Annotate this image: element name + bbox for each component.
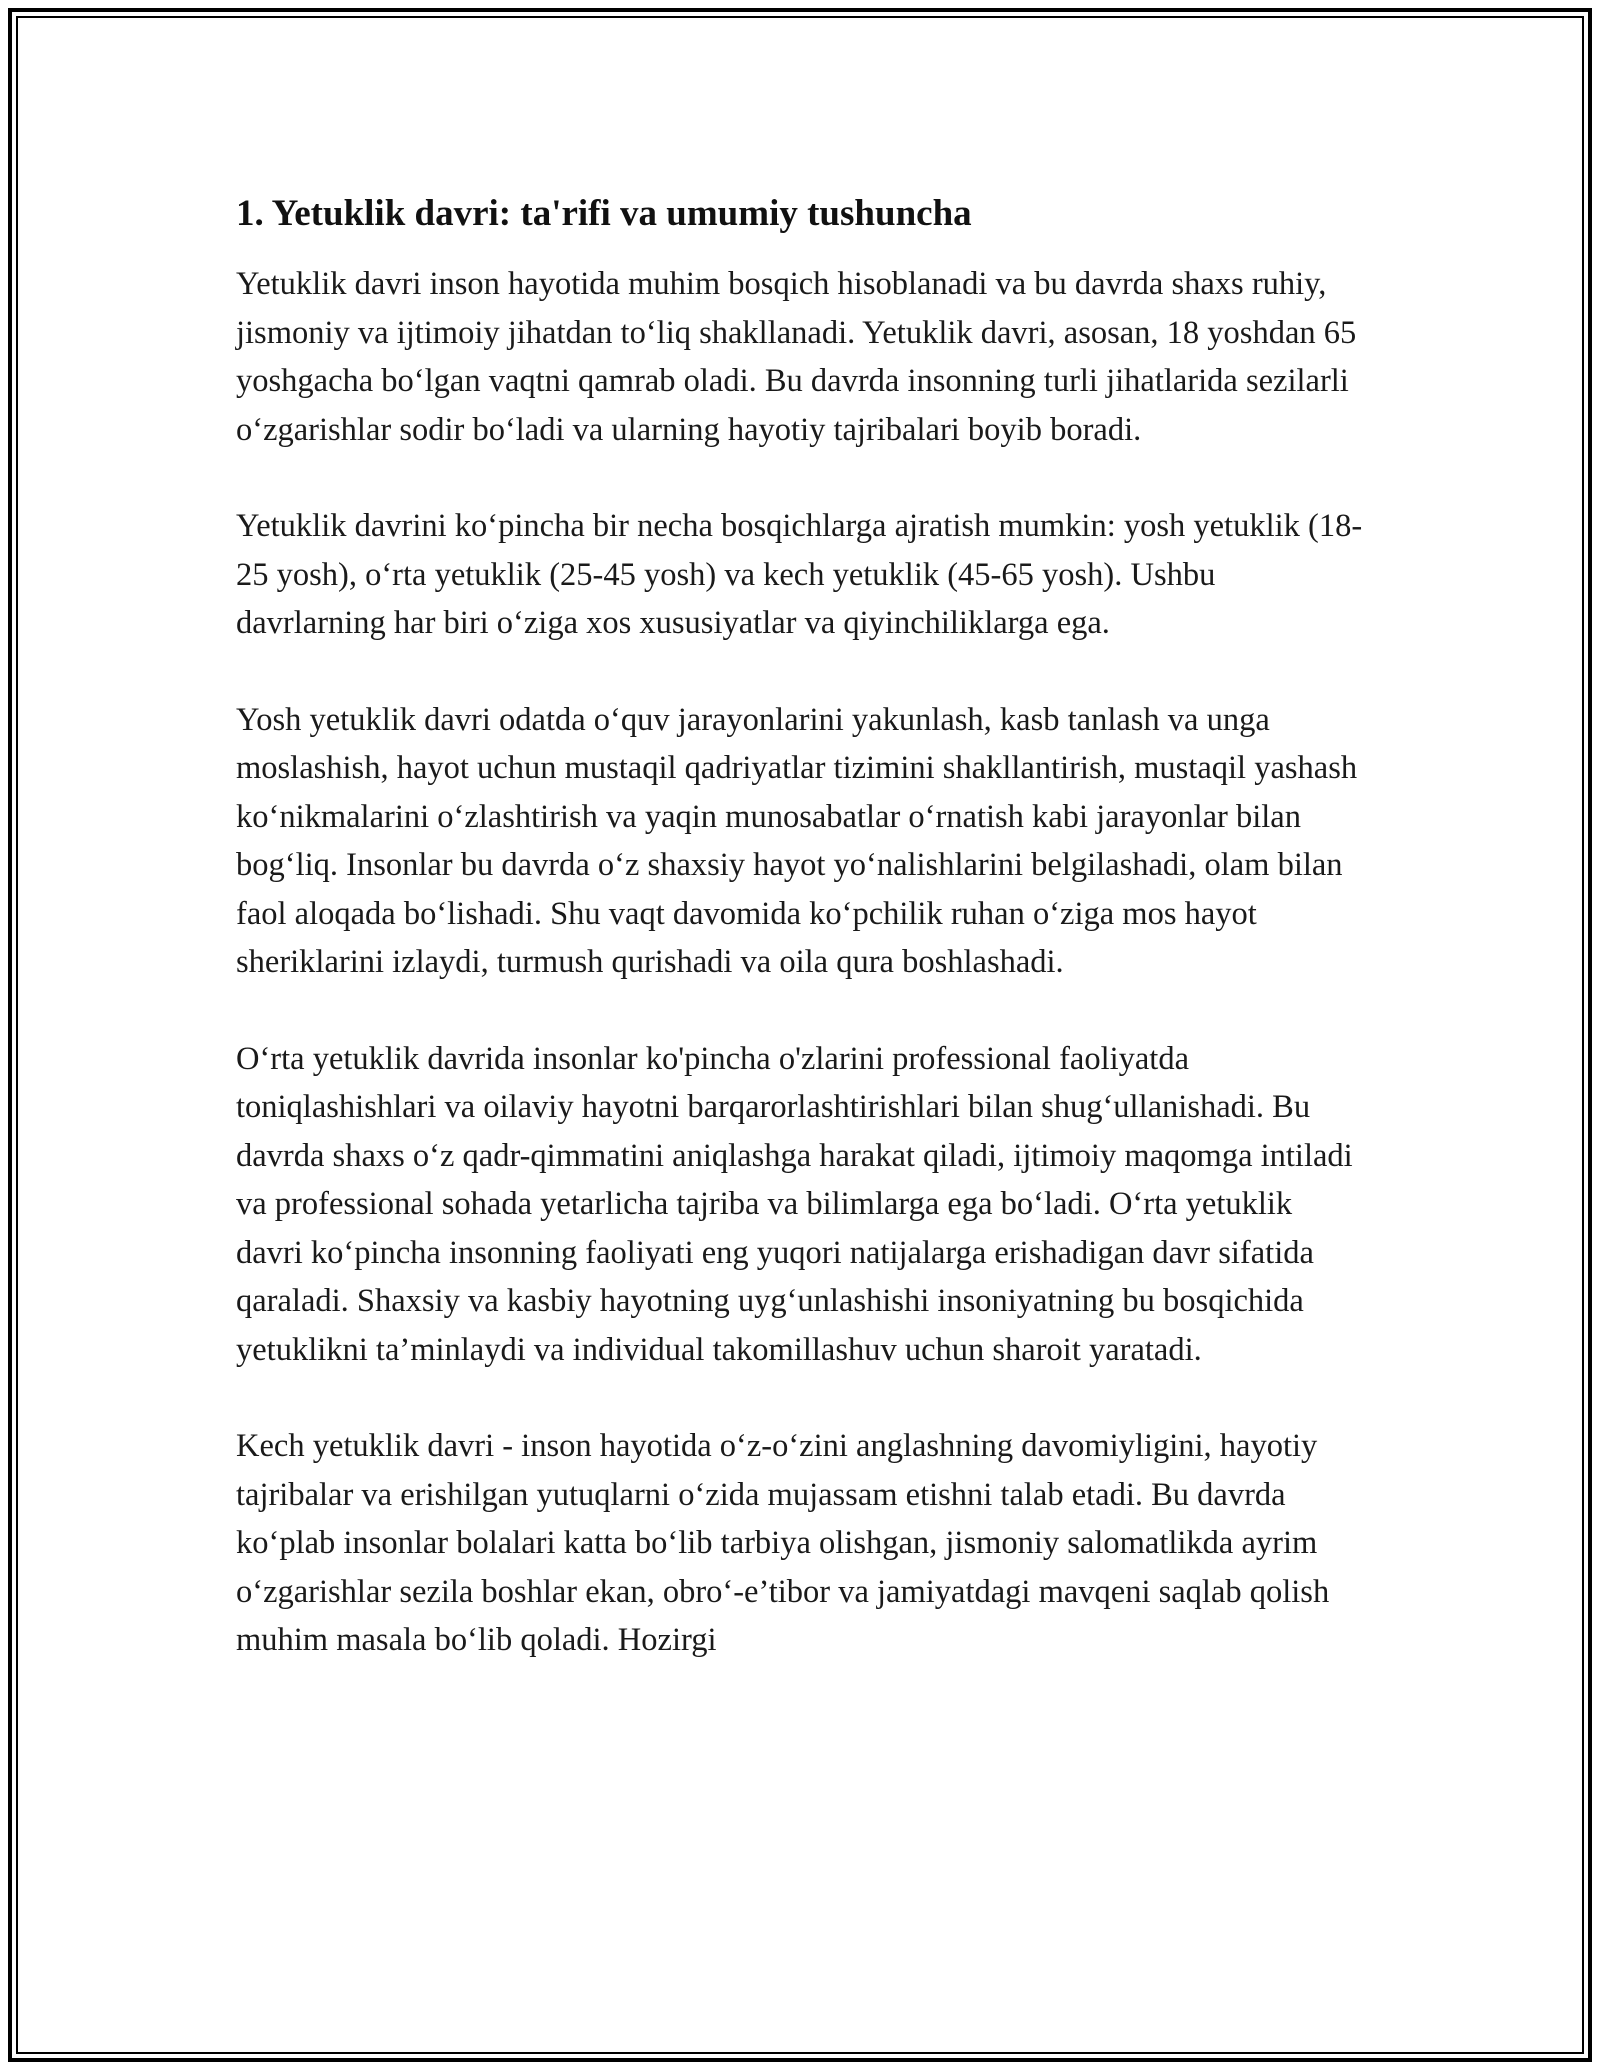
paragraph-early-adulthood: Yosh yetuklik davri odatda o‘quv jarayonlarini yakunlash, kasb tanlash va unga moslashish, hayot uchun mustaqil qadriyatlar tizimini shakllantirish, mustaqil yashash ko‘nikmalarini o‘zlashtirish va yaqin munosabatlar o‘rnatish kabi jarayonlar bilan bog‘liq. Insonlar bu davrda o‘z shaxsiy hayot yo‘nalishlarini belgilashadi, olam bilan faol aloqada bo‘lishadi. Shu vaqt davomida ko‘pchilik ruhan o‘ziga mos hayot sheriklarini izlaydi, turmush qurishadi va oila qura boshlashadi. <box>236 701 1358 980</box>
document-body <box>236 186 1366 1713</box>
paragraph-late-adulthood: Kech yetuklik davri - inson hayotida o‘z-o‘zini anglashning davomiyligini, hayotiy tajribalar va erishilgan yutuqlarni o‘zida mujassam etishni talab etadi. Bu davrda ko‘plab insonlar bolalari katta bo‘lib tarbiya olishgan, jismoniy salomatlikda ayrim o‘zgarishlar sezila boshlar ekan, obro‘-e’tibor va jamiyatdagi mavqeni saqlab qolish muhim masala bo‘lib qoladi. Hozirgi <box>236 1428 1330 1658</box>
paragraph-middle-adulthood: O‘rta yetuklik davrida insonlar ko'pincha o'zlarini professional faoliyatda toniqlashishlari va oilaviy hayotni barqarorlashtirishlari bilan shug‘ullanishadi. Bu davrda shaxs o‘z qadr-qimmatini aniqlashga harakat qiladi, ijtimoiy maqomga intiladi va professional sohada yetarlicha tajriba va bilimlarga ega bo‘ladi. O‘rta yetuklik davri ko‘pincha insonning faoliyati eng yuqori natijalarga erishadigan davr sifatida qaraladi. Shaxsiy va kasbiy hayotning uyg‘unlashishi insoniyatning bu bosqichida yetuklikni ta’minlaydi va individual takomillashuv uchun sharoit yaratadi. <box>236 1040 1353 1368</box>
section-heading: 1. Yetuklik davri: ta'rifi va umumiy tushuncha <box>236 193 972 234</box>
paragraph-definition: Yetuklik davri inson hayotida muhim bosqich hisoblanadi va bu davrda shaxs ruhiy, jismoniy va ijtimoiy jihatdan to‘liq shakllanadi. Yetuklik davri, asosan, 18 yoshdan 65 yoshgacha bo‘lgan vaqtni qamrab oladi. Bu davrda insonning turli jihatlarida sezilarli o‘zgarishlar sodir bo‘ladi va ularning hayotiy tajribalari boyib boradi. <box>236 266 1357 448</box>
paragraph-stages: Yetuklik davrini ko‘pincha bir necha bosqichlarga ajratish mumkin: yosh yetuklik (18-25 yosh), o‘rta yetuklik (25-45 yosh) va kech yetuklik (45-65 yosh). Ushbu davrlarning har biri o‘ziga xos xususiyatlar va qiyinchiliklarga ega. <box>236 508 1363 641</box>
